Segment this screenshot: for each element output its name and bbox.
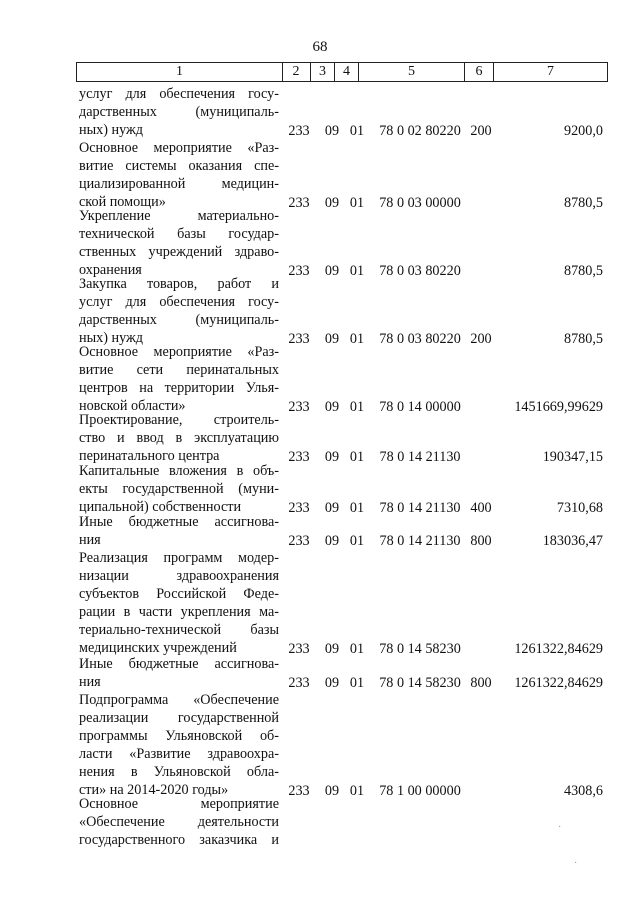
description-line: медицинских учреждений xyxy=(79,639,237,656)
scan-speck: · xyxy=(574,858,578,869)
cell-expense-type-code: 200 xyxy=(470,330,492,347)
cell-target-article-code: 78 0 14 58230 xyxy=(379,640,461,657)
cell-target-article-code: 78 0 02 80220 xyxy=(379,122,461,139)
cell-target-article-code: 78 0 14 21130 xyxy=(379,499,461,516)
column-header-6: 6 xyxy=(465,62,494,82)
description-line: охранения xyxy=(79,261,142,278)
column-header-1: 1 xyxy=(76,62,283,82)
row-values xyxy=(0,640,640,658)
description-line: Подпрограмма «Обеспечение xyxy=(79,692,279,708)
cell-ministry-code: 233 xyxy=(288,262,310,279)
cell-section-code: 09 xyxy=(324,398,340,415)
description-line: «Обеспечение деятельности xyxy=(79,813,279,830)
cell-subsection-code: 01 xyxy=(349,262,365,279)
cell-section-code: 09 xyxy=(324,194,340,211)
cell-amount: 1261322,84629 xyxy=(514,674,603,691)
page-number: 68 xyxy=(312,39,328,55)
description-line: центров на территории Улья- xyxy=(79,379,279,396)
cell-ministry-code: 233 xyxy=(288,640,310,657)
description-line: программы Ульяновской об- xyxy=(79,727,279,744)
description-line: ных) нужд xyxy=(79,121,144,138)
description-line: Реализация программ модер- xyxy=(79,550,279,566)
description-line: ных) нужд xyxy=(79,329,144,346)
cell-section-code: 09 xyxy=(324,448,340,465)
cell-target-article-code: 78 0 14 00000 xyxy=(379,398,461,415)
column-header-3: 3 xyxy=(311,62,335,82)
description-line: дарственных (муниципаль- xyxy=(79,311,279,328)
cell-section-code: 09 xyxy=(324,262,340,279)
column-header-5: 5 xyxy=(359,62,465,82)
cell-target-article-code: 78 0 03 80220 xyxy=(379,262,461,279)
description-line: ния xyxy=(79,673,101,690)
cell-expense-type-code: 800 xyxy=(470,674,492,691)
description-line: Укрепление материально- xyxy=(79,208,279,224)
description-line: екты государственной (муни- xyxy=(79,480,279,497)
row-values xyxy=(0,122,640,140)
description-line: Основное мероприятие «Раз- xyxy=(79,140,279,156)
cell-target-article-code: 78 0 14 21130 xyxy=(379,448,461,465)
cell-subsection-code: 01 xyxy=(349,194,365,211)
cell-subsection-code: 01 xyxy=(349,782,365,799)
description-line: циализированной медицин- xyxy=(79,175,279,192)
cell-section-code: 09 xyxy=(324,330,340,347)
cell-subsection-code: 01 xyxy=(349,398,365,415)
description-line: дарственных (муниципаль- xyxy=(79,103,279,120)
cell-subsection-code: 01 xyxy=(349,448,365,465)
description-line: териально-технической базы xyxy=(79,621,279,638)
description-line: новской области» xyxy=(79,397,186,414)
cell-amount: 8780,5 xyxy=(563,194,603,211)
cell-target-article-code: 78 1 00 00000 xyxy=(379,782,461,799)
description-line: рации в части укрепления ма- xyxy=(79,603,279,620)
cell-subsection-code: 01 xyxy=(349,122,365,139)
cell-subsection-code: 01 xyxy=(349,532,365,549)
cell-target-article-code: 78 0 03 00000 xyxy=(379,194,461,211)
description-line: ственных учреждений здраво- xyxy=(79,243,279,260)
description-line: услуг для обеспечения госу- xyxy=(79,293,279,310)
description-line: витие сети перинатальных xyxy=(79,361,279,378)
cell-amount: 4308,6 xyxy=(563,782,603,799)
row-values xyxy=(0,674,640,692)
cell-target-article-code: 78 0 03 80220 xyxy=(379,330,461,347)
description-line: Закупка товаров, работ и xyxy=(79,276,279,292)
scan-speck: · xyxy=(558,822,562,833)
description-line: Основное мероприятие «Раз- xyxy=(79,344,279,360)
cell-subsection-code: 01 xyxy=(349,674,365,691)
cell-ministry-code: 233 xyxy=(288,330,310,347)
cell-subsection-code: 01 xyxy=(349,330,365,347)
description-line: ципальной) собственности xyxy=(79,498,242,515)
cell-ministry-code: 233 xyxy=(288,532,310,549)
description-line: ской помощи» xyxy=(79,193,166,210)
description-line: Основное мероприятие xyxy=(79,796,279,812)
cell-amount: 1261322,84629 xyxy=(514,640,603,657)
cell-section-code: 09 xyxy=(324,782,340,799)
description-line: ласти «Развитие здравоохра- xyxy=(79,745,279,762)
description-line: витие системы оказания спе- xyxy=(79,157,279,174)
cell-ministry-code: 233 xyxy=(288,194,310,211)
description-line: низации здравоохранения xyxy=(79,567,279,584)
cell-ministry-code: 233 xyxy=(288,122,310,139)
row-values xyxy=(0,532,640,550)
description-line: услуг для обеспечения госу- xyxy=(79,86,279,102)
column-header-4: 4 xyxy=(335,62,359,82)
description-line: Иные бюджетные ассигнова- xyxy=(79,514,279,530)
cell-expense-type-code: 200 xyxy=(470,122,492,139)
cell-amount: 183036,47 xyxy=(542,532,603,549)
cell-expense-type-code: 800 xyxy=(470,532,492,549)
description-line: технической базы государ- xyxy=(79,225,279,242)
cell-expense-type-code: 400 xyxy=(470,499,492,516)
description-line: нения в Ульяновской обла- xyxy=(79,763,279,780)
column-header-2: 2 xyxy=(282,62,311,82)
cell-amount: 8780,5 xyxy=(563,262,603,279)
cell-target-article-code: 78 0 14 21130 xyxy=(379,532,461,549)
cell-amount: 7310,68 xyxy=(556,499,603,516)
description-line: Иные бюджетные ассигнова- xyxy=(79,656,279,672)
cell-section-code: 09 xyxy=(324,499,340,516)
description-line: сти» на 2014-2020 годы» xyxy=(79,781,229,798)
cell-section-code: 09 xyxy=(324,532,340,549)
description-line: ния xyxy=(79,531,101,548)
description-line: Капитальные вложения в объ- xyxy=(79,463,279,479)
cell-section-code: 09 xyxy=(324,674,340,691)
cell-ministry-code: 233 xyxy=(288,448,310,465)
description-line: государственного заказчика и xyxy=(79,831,279,848)
cell-target-article-code: 78 0 14 58230 xyxy=(379,674,461,691)
cell-amount: 9200,0 xyxy=(563,122,603,139)
cell-ministry-code: 233 xyxy=(288,782,310,799)
row-description xyxy=(79,796,279,850)
cell-amount: 1451669,99629 xyxy=(514,398,603,415)
cell-section-code: 09 xyxy=(324,122,340,139)
description-line: ство и ввод в эксплуатацию xyxy=(79,429,279,446)
cell-subsection-code: 01 xyxy=(349,640,365,657)
cell-section-code: 09 xyxy=(324,640,340,657)
description-line: перинатального центра xyxy=(79,447,220,464)
cell-amount: 190347,15 xyxy=(542,448,603,465)
description-line: субъектов Российской Феде- xyxy=(79,585,279,602)
cell-subsection-code: 01 xyxy=(349,499,365,516)
description-line: Проектирование, строитель- xyxy=(79,412,279,428)
cell-ministry-code: 233 xyxy=(288,674,310,691)
cell-ministry-code: 233 xyxy=(288,499,310,516)
column-header-7: 7 xyxy=(494,62,608,82)
cell-amount: 8780,5 xyxy=(563,330,603,347)
cell-ministry-code: 233 xyxy=(288,398,310,415)
description-line: реализации государственной xyxy=(79,709,279,726)
